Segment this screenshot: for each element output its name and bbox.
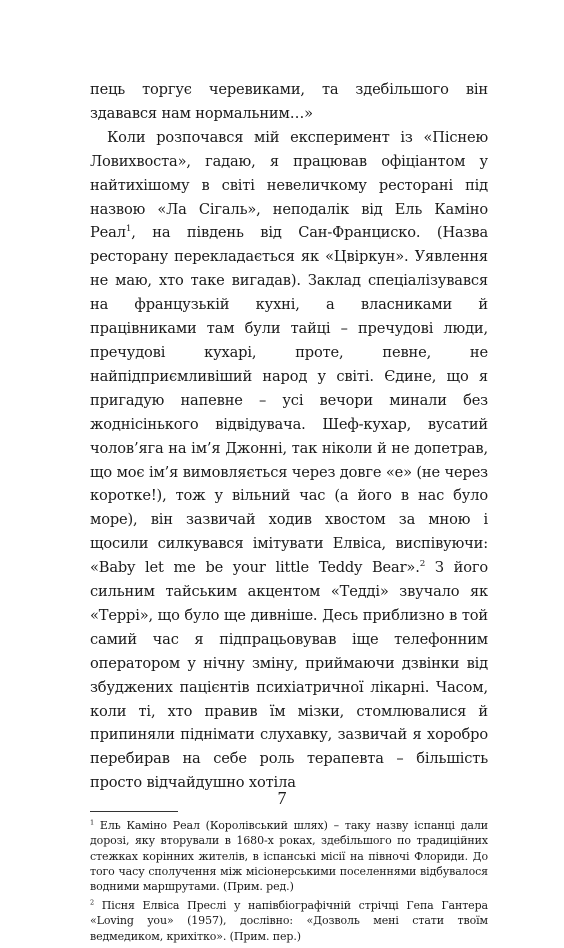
footnote-ref-1[interactable]: 1 (125, 224, 132, 235)
footnote-mark-2: 2 (90, 898, 95, 907)
footnote-ref-2[interactable]: 2 (419, 559, 426, 570)
paragraph-text-part-2: , на південь від Сан-Франциско. (Назва ресторану перекладається як «Цвіркун». Уявлення не маю, хто таке вигадав). Заклад спеціалізувався на французькій кухні, а власниками й працівниками там були тайці – пречудові люди, пречудові кухарі, проте, певне, не найпідприємливіший народ у світі. Єдине, що я пригадую напевне – усі вечори минали без жоднісінького відвідувача. Шеф-кухар, вусатий чолов’яга на ім’я Джонні, так ніколи й не допетрав, що моє ім’я вимовляється через довге «е» (не через коротке!), тож у вільний час (а його в нас було море), він зазвичай ходив хвостом за мною і щосили силкувався імітувати Елвіса, виспівуючи: «Baby let me be your little Teddy Bear». (90, 224, 488, 577)
footnote-divider (90, 811, 178, 812)
page-number: 7 (277, 788, 287, 808)
paragraph-text-part-1: Коли розпочався мій експеримент із «Піснею Ловихвоста», гадаю, я працював офіціантом у найтихішому в світі невеличкому ресторані під назвою «Ла Сігаль», неподалік від Ель Каміно Реал (90, 128, 488, 242)
paragraph-continued: пець торгує черевиками, та здебільшого він здавався нам нормальним…» (90, 81, 488, 122)
main-text (90, 78, 488, 795)
footnote-mark-1: 1 (90, 818, 95, 827)
page-content (90, 78, 488, 948)
paragraph-text-part-3: З його сильним тайським акцентом «Тедді» звучало як «Террі», що було ще дивніше. Десь приблизно в той самий час я підпрацьовував іще телефонним оператором у нічну зміну, приймаючи дзвінки від збуджених пацієнтів психіатричної лікарні. Часом, коли ті, хто правив їм мізки, стомлювалися й припиняли піднімати слухавку, зазвичай я хоробро перебирав на себе роль терапевта – більшість просто відчайдушно хотіла (90, 559, 488, 792)
footnotes (90, 818, 488, 944)
paragraph (90, 126, 488, 795)
footnote-text-1: Ель Каміно Реал (Королівський шлях) – таку назву іспанці дали дорозі, яку вторували в 1680-х роках, здебільшого по традиційних стежках корінних жителів, в іспанські місії на півночі Флориди. До того часу сполучення між місіонерськими поселеннями відбувалося водними маршрутами. (Прим. ред.) (90, 819, 488, 893)
footnote-2 (90, 898, 488, 944)
footnote-1 (90, 818, 488, 894)
footnote-text-2: Пісня Елвіса Преслі у напівбіографічній стрічці Гепа Гантера «Loving you» (1957), дослівно: «Дозволь мені стати твоїм ведмедиком, крихітко». (Прим. пер.) (90, 899, 488, 943)
